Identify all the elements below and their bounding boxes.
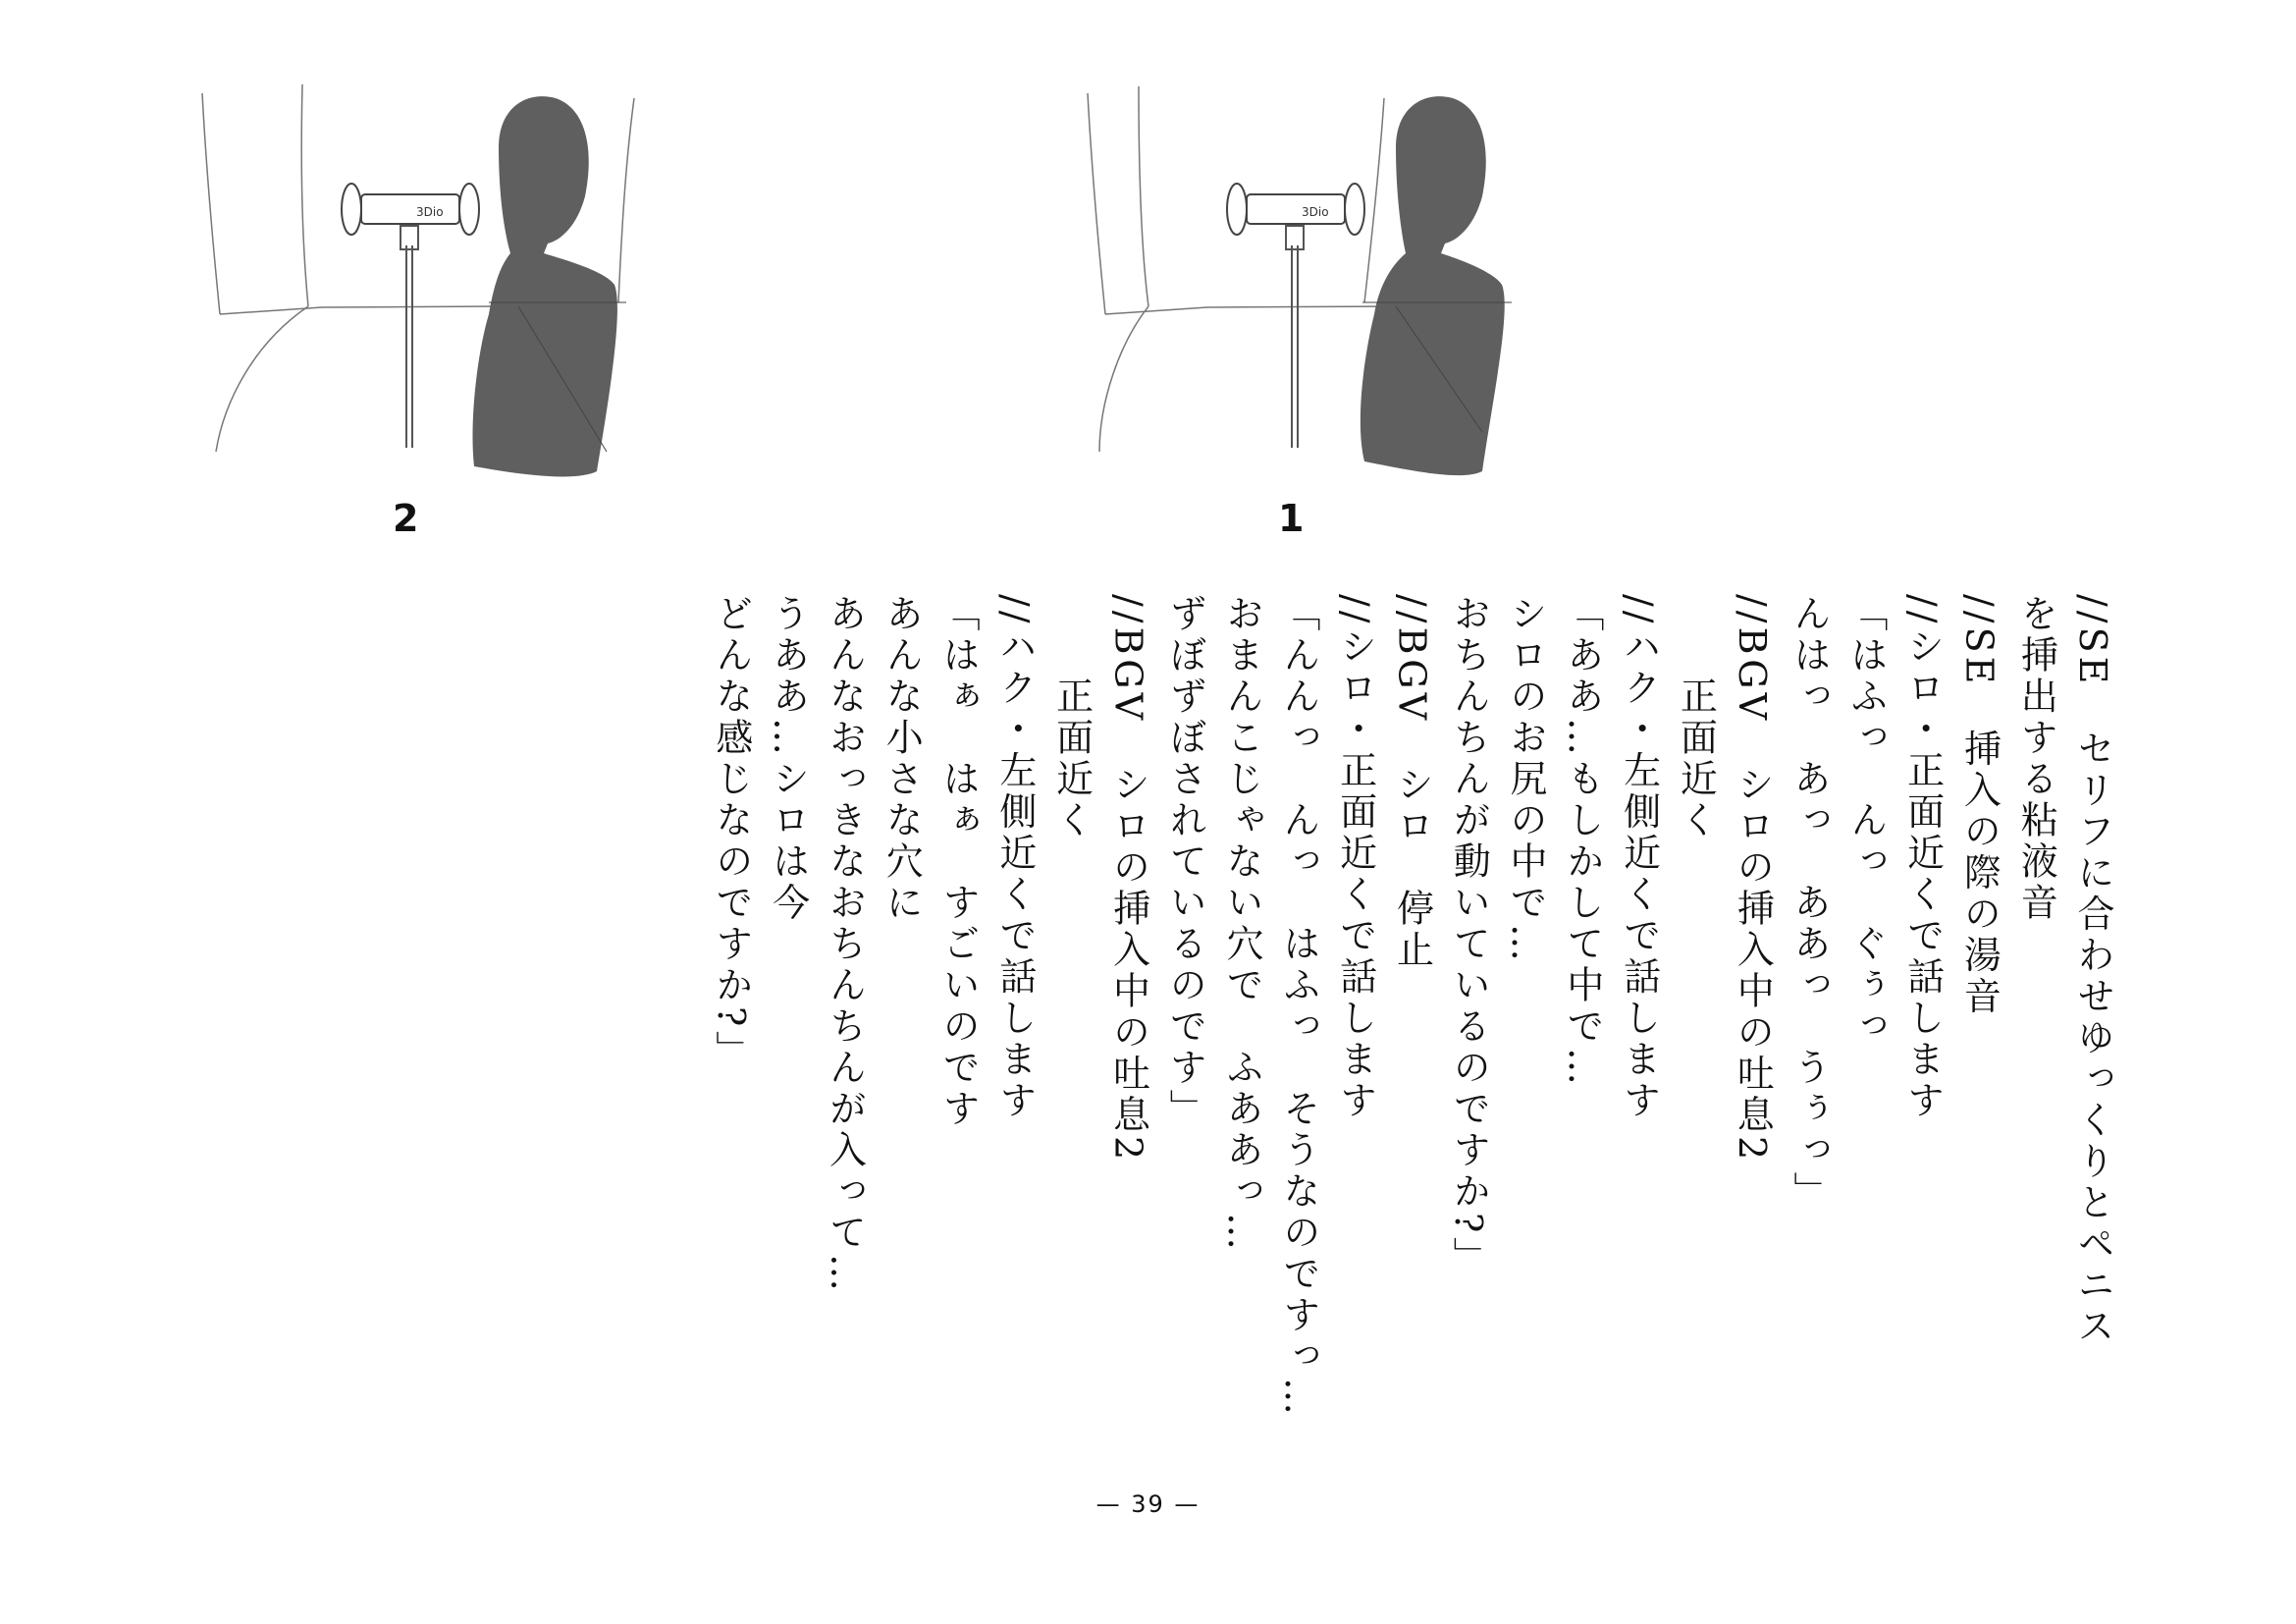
script-line: 正面近く	[1674, 594, 1718, 841]
script-line: シロのお尻の中で…	[1504, 594, 1548, 965]
script-line: どんな感じなのですか?」	[709, 594, 753, 1072]
microphone-stand	[1227, 184, 1364, 448]
panel-number-2: 2	[393, 497, 419, 540]
script-line: //BGV シロ 停止	[1390, 594, 1434, 972]
script-line: //シロ・正面近くで話します	[1333, 594, 1377, 1122]
script-line: //SE セリフに合わせゆっくりとペニス	[2071, 594, 2114, 1348]
storyboard-panel-1	[1080, 79, 1531, 491]
listener-silhouette	[1361, 96, 1512, 475]
script-line: あんな小さな穴に	[880, 594, 924, 924]
storyboard-panel-2	[194, 79, 646, 491]
script-line: うああ…シロは今	[766, 594, 810, 924]
script-line: 「はぁ はぁ すごいのです	[936, 594, 981, 1130]
script-text	[245, 594, 2120, 1419]
script-line: 正面近く	[1049, 594, 1094, 841]
device-label-2: 3Dio	[416, 205, 444, 219]
script-line: を挿出する粘液音	[2014, 594, 2058, 924]
page-number: — 39 —	[1095, 1490, 1201, 1518]
microphone-stand	[342, 184, 479, 448]
panel-1-sketch	[1080, 79, 1531, 491]
script-line: //SE 挿入の際の湯音	[1957, 594, 2002, 1018]
script-line: //BGV シロの挿入中の吐息2	[1731, 594, 1775, 1164]
panel-number-1: 1	[1278, 497, 1305, 540]
script-line: んはっ あっ ああっ うぅっ」	[1788, 594, 1832, 1213]
device-label-1: 3Dio	[1302, 205, 1329, 219]
script-line: ずぼずぼされているのです」	[1163, 594, 1207, 1130]
script-line: おまんこじゃない穴で ふああっ…	[1220, 594, 1264, 1254]
script-line: あんなおっきなおちんちんが入って…	[823, 594, 867, 1295]
script-line: //ハク・左側近くで話します	[1617, 594, 1661, 1122]
script-line: 「ああ…もしかして中で…	[1560, 594, 1604, 1089]
script-line: 「はふっ んっ ぐぅっ	[1843, 594, 1888, 1048]
script-line: //BGV シロの挿入中の吐息2	[1106, 594, 1150, 1164]
script-line: //シロ・正面近くで話します	[1900, 594, 1945, 1122]
panel-2-sketch	[194, 79, 646, 491]
script-line: //ハク・左側近くで話します	[992, 594, 1037, 1122]
script-line: 「んんっ んっ はふっ そうなのですっ…	[1276, 594, 1320, 1419]
listener-silhouette	[472, 96, 626, 476]
script-line: おちんちんが動いているのですか?」	[1447, 594, 1491, 1278]
